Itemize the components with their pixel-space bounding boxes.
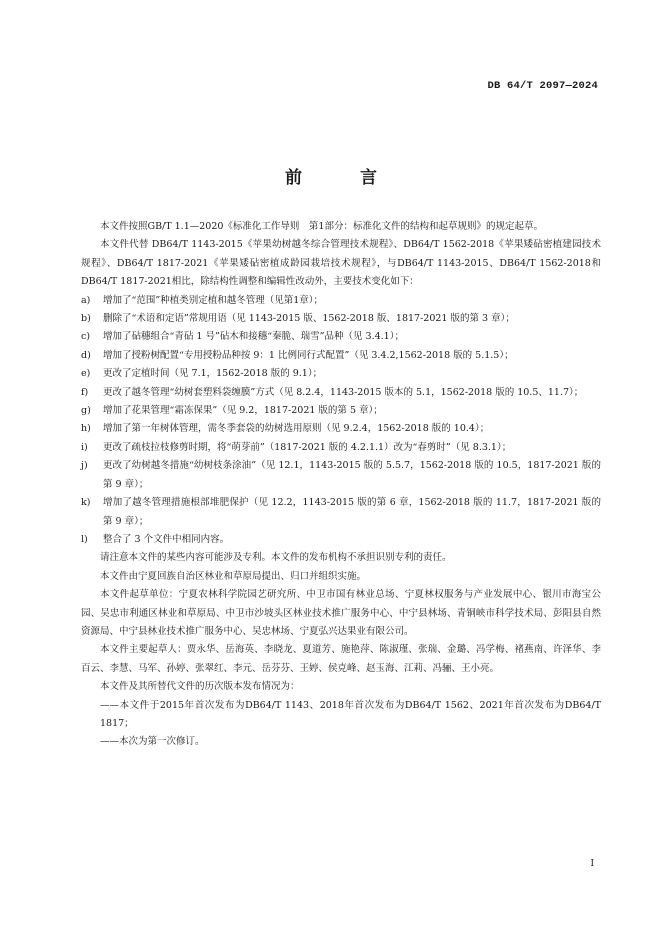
list-item-text: 增加了花果管理“霜冻保果”（见 9.2，1817-2021 版的第 5 章）；: [103, 405, 383, 417]
list-item: [81, 531, 601, 549]
list-item: [81, 494, 601, 531]
list-item-text: 整合了 3 个文件中相同内容。: [103, 533, 230, 545]
change-list: [81, 292, 601, 550]
list-item-label: l): [81, 533, 88, 545]
list-item: [81, 384, 601, 402]
history-entry: ——本文件于2015年首次发布为DB64/T 1143、2018年首次发布为DB64/T 1562、2021年首次发布为DB64/T 1817；: [100, 699, 601, 729]
list-item-label: c): [81, 331, 91, 343]
list-item-label: f): [81, 386, 89, 398]
list-item-text: 增加了授粉树配置“专用授粉品种按 9：1 比例同行式配置”（见 3.4.2,1562-2018 版的 5.1.5）；: [103, 349, 514, 361]
list-item-text: 增加了砧穗组合“青砧 1 号”砧木和接穗“秦脆、瑞雪”品种（见 3.4.1）；: [103, 331, 404, 343]
list-item-label: a): [81, 294, 91, 306]
list-item-text: 删除了“术语和定语”常规用语（见 1143-2015 版、1562-2018 版、1817-2021 版的第 3 章）；: [103, 313, 515, 325]
list-item: [81, 347, 601, 365]
paragraph-proposer: 本文件由宁夏回族自治区林业和草原局提出、归口并组织实施。: [100, 570, 367, 582]
list-item-label: d): [81, 349, 91, 361]
list-item-label: j): [81, 460, 88, 472]
list-item-label: e): [81, 368, 91, 380]
paragraph-history-intro: 本文件及其所替代文件的历次版本发布情况为：: [100, 681, 300, 693]
paragraph-intro-2: 本文件代替 DB64/T 1143-2015《苹果幼树越冬综合管理技术规程》、DB64/T 1562-2018《苹果矮砧密植建园技术规程》、DB64/T 1817-2021《苹果矮砧密植成龄园栽培技术规程》，与DB64/T 1143-2015、DB64/T 1562-2018和DB64/T 1817-2021相比，除结构性调整和编辑性改动外，主要技术变化如下：: [81, 239, 601, 288]
list-item-text: 增加了越冬管理措施根部堆肥保护（见 12.2，1143-2015 版的第 6 章，1562-2018 版的 11.7，1817-2021 版的第 9 章）；: [103, 497, 601, 527]
history-entry: ——本次为第一次修订。: [100, 736, 205, 748]
list-item: [81, 365, 601, 383]
list-item-text: 更改了幼树越冬措施“幼树枝条涂油”（见 12.1，1143-2015 版的 5.5.7，1562-2018 版的 10.5，1817-2021 版的第 9 章）；: [103, 460, 601, 490]
paragraph-drafters: 本文件主要起草人：贾永华、岳海英、李晓龙、夏道芳、施艳萍、陈淑瑾、张瑞、金璐、冯学梅、褚燕南、许泽华、李百云、李慧、马军、孙婷、张翠红、李元、岳芬芬、王婷、侯克峰、赵玉海、江莉、冯骊、王小亮。: [81, 644, 601, 674]
list-item-label: h): [81, 423, 91, 435]
document-code: DB 64/T 2097—2024: [487, 80, 598, 92]
list-item: [81, 420, 601, 438]
list-item: [81, 402, 601, 420]
list-item-text: 增加了“范围”种植类别定植和越冬管理（见第1章）；: [103, 294, 324, 306]
document-body: [81, 218, 601, 752]
list-item-label: k): [81, 497, 91, 509]
list-item-text: 更改了疏枝拉枝修剪时期，将“萌芽前”（1817-2021 版的 4.2.1.1）改为“春剪时”（见 8.3.1）；: [103, 441, 512, 453]
paragraph-drafting-units: 本文件起草单位：宁夏农林科学院园艺研究所、中卫市国有林业总场、宁夏林权服务与产业发展中心、银川市海宝公园、吴忠市利通区林业和草原局、中卫市沙坡头区林业技术推广服务中心、中宁县林场、青铜峡市科学技术局、彭阳县自然资源局、中宁县林业技术推广服务中心、吴忠林场、宁夏弘兴达果业有限公司。: [81, 589, 601, 637]
list-item: [81, 457, 601, 494]
page-title: 前 言: [285, 168, 403, 188]
list-item-text: 增加了第一年树体管理，需冬季套袋的幼树选用原则（见 9.2.4，1562-2018 版的 10.4）；: [103, 423, 490, 435]
list-item: [81, 439, 601, 457]
list-item-label: i): [81, 441, 88, 453]
list-item-label: g): [81, 405, 91, 417]
list-item-label: b): [81, 313, 91, 325]
list-item: [81, 292, 601, 310]
list-item: [81, 328, 601, 346]
paragraph-patent-notice: 请注意本文件的某些内容可能涉及专利。本文件的发布机构不承担识别专利的责任。: [100, 552, 452, 564]
list-item: [81, 310, 601, 328]
list-item-text: 更改了越冬管理“幼树套塑料袋缠膜”方式（见 8.2.4，1143-2015 版本的 5.1，1562-2018 版的 10.5、11.7）；: [103, 386, 584, 398]
list-item-text: 更改了定植时间（见 7.1，1562-2018 版的 9.1）；: [103, 368, 323, 380]
paragraph-intro-1: 本文件按照GB/T 1.1—2020《标准化工作导则 第1部分：标准化文件的结构和起草规则》的规定起草。: [100, 221, 543, 232]
page-number: I: [590, 859, 594, 869]
